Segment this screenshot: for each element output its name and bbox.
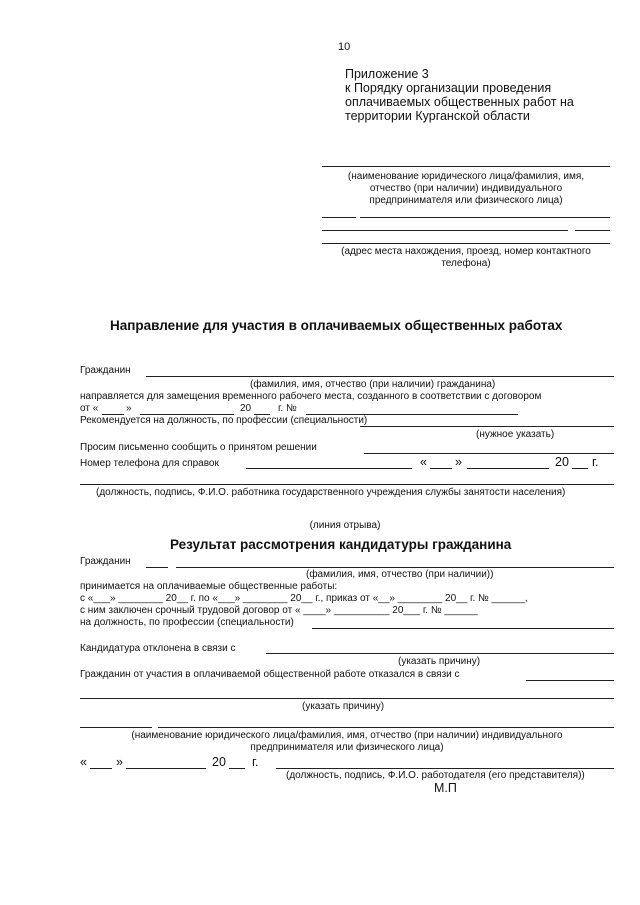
- page-number: 10: [338, 41, 351, 53]
- date-quote-open: «: [80, 755, 87, 769]
- employer-name-caption: отчество (при наличии) индивидуального: [369, 183, 563, 194]
- date-year: 20: [212, 755, 226, 769]
- recommended-line: Рекомендуется на должность, по профессии (специальности): [80, 415, 368, 426]
- appendix-line: территории Курганской области: [345, 109, 530, 123]
- needed-caption: (нужное указать): [476, 429, 555, 440]
- year-prefix: 20: [240, 403, 252, 414]
- employer-name-caption: предпринимателя или физического лица): [250, 742, 444, 753]
- employer-name-caption: (наименование юридического лица/фамилия, имя, отчество (при наличии) индивидуального: [131, 730, 563, 741]
- phone-year: 20: [555, 455, 569, 469]
- phone-month-field[interactable]: [467, 468, 549, 469]
- result-citizen-caption: (фамилия, имя, отчество (при наличии)): [306, 569, 494, 580]
- rejected-line: Кандидатура отклонена в связи с: [80, 643, 236, 654]
- result-position-field[interactable]: [312, 628, 614, 629]
- period-line: с «___» ________ 20__ г. по «___» ________ 20__ г., приказ от «__» ________ 20__ г. № ______,: [80, 593, 528, 604]
- accepted-line: принимается на оплачиваемые общественные работы:: [80, 581, 338, 592]
- citizen-name-caption: (фамилия, имя, отчество (при наличии) гражданина): [250, 379, 496, 390]
- position-field[interactable]: [360, 426, 614, 427]
- appendix-title: Приложение 3: [345, 67, 429, 81]
- official-signature-field[interactable]: [80, 484, 614, 485]
- employer-name-caption: предпринимателя или физического лица): [369, 195, 563, 206]
- address-caption: (адрес места нахождения, проезд, номер контактного: [341, 246, 591, 257]
- date-quote-close: »: [116, 755, 123, 769]
- reason-caption: (указать причину): [398, 656, 481, 667]
- directed-line: направляется для замещения временного рабочего места, созданного в соответствии с договором: [80, 391, 542, 402]
- result-citizen-field[interactable]: [176, 567, 614, 568]
- address-line[interactable]: [360, 217, 610, 218]
- stamp-label: М.П: [434, 781, 457, 795]
- phone-day-field[interactable]: [430, 468, 452, 469]
- cut-line-label: (линия отрыва): [309, 520, 381, 531]
- phone-year-suffix: г.: [592, 455, 599, 469]
- phone-year-field[interactable]: [572, 468, 588, 469]
- refused-reason-field[interactable]: [526, 680, 614, 681]
- address-line[interactable]: [322, 217, 356, 218]
- phone-quote-close: »: [455, 455, 462, 469]
- referral-title: Направление для участия в оплачиваемых общественных работах: [110, 318, 563, 333]
- official-signature-caption: (должность, подпись, Ф.И.О. работника государственного учреждения службы занятости населения): [96, 487, 566, 498]
- phone-field[interactable]: [246, 468, 412, 469]
- phone-quote-open: «: [420, 455, 427, 469]
- address-line[interactable]: [575, 230, 610, 231]
- employer-signature-caption: (должность, подпись, Ф.И.О. работодателя (его представителя)): [286, 770, 585, 781]
- request-field[interactable]: [364, 453, 614, 454]
- appendix-line: к Порядку организации проведения: [345, 81, 552, 95]
- address-caption: телефона): [441, 258, 491, 269]
- date-month-field[interactable]: [126, 768, 206, 769]
- employer-name-line[interactable]: [322, 166, 610, 167]
- refused-reason-field[interactable]: [80, 698, 614, 699]
- rejected-reason-field[interactable]: [266, 653, 614, 654]
- result-position-line: на должность, по профессии (специальности): [80, 617, 294, 628]
- address-line[interactable]: [322, 230, 568, 231]
- result-citizen-label: Гражданин: [80, 556, 131, 567]
- result-title: Результат рассмотрения кандидатуры гражданина: [170, 537, 512, 552]
- request-line: Просим письменно сообщить о принятом решении: [80, 442, 317, 453]
- appendix-line: оплачиваемых общественных работ на: [345, 95, 574, 109]
- phone-label: Номер телефона для справок: [80, 458, 219, 469]
- contract-line: с ним заключен срочный трудовой договор от « ____» __________ 20___ г. № ______: [80, 605, 478, 616]
- from-prefix: от «: [80, 403, 99, 414]
- result-citizen-field[interactable]: [146, 567, 168, 568]
- number-prefix: г. №: [278, 403, 297, 414]
- employer-signature-field[interactable]: [276, 768, 614, 769]
- quote-close: »: [126, 403, 132, 414]
- address-line[interactable]: [322, 243, 610, 244]
- employer-name-field[interactable]: [158, 727, 614, 728]
- reason-caption: (указать причину): [302, 701, 385, 712]
- employer-name-field[interactable]: [80, 727, 152, 728]
- date-year-suffix: г.: [252, 755, 259, 769]
- citizen-label: Гражданин: [80, 365, 131, 376]
- date-day-field[interactable]: [90, 768, 112, 769]
- citizen-name-field[interactable]: [146, 376, 614, 377]
- date-year-field[interactable]: [229, 768, 245, 769]
- employer-name-caption: (наименование юридического лица/фамилия, имя,: [347, 171, 585, 182]
- refused-line: Гражданин от участия в оплачиваемой общественной работе отказался в связи с: [80, 669, 460, 680]
